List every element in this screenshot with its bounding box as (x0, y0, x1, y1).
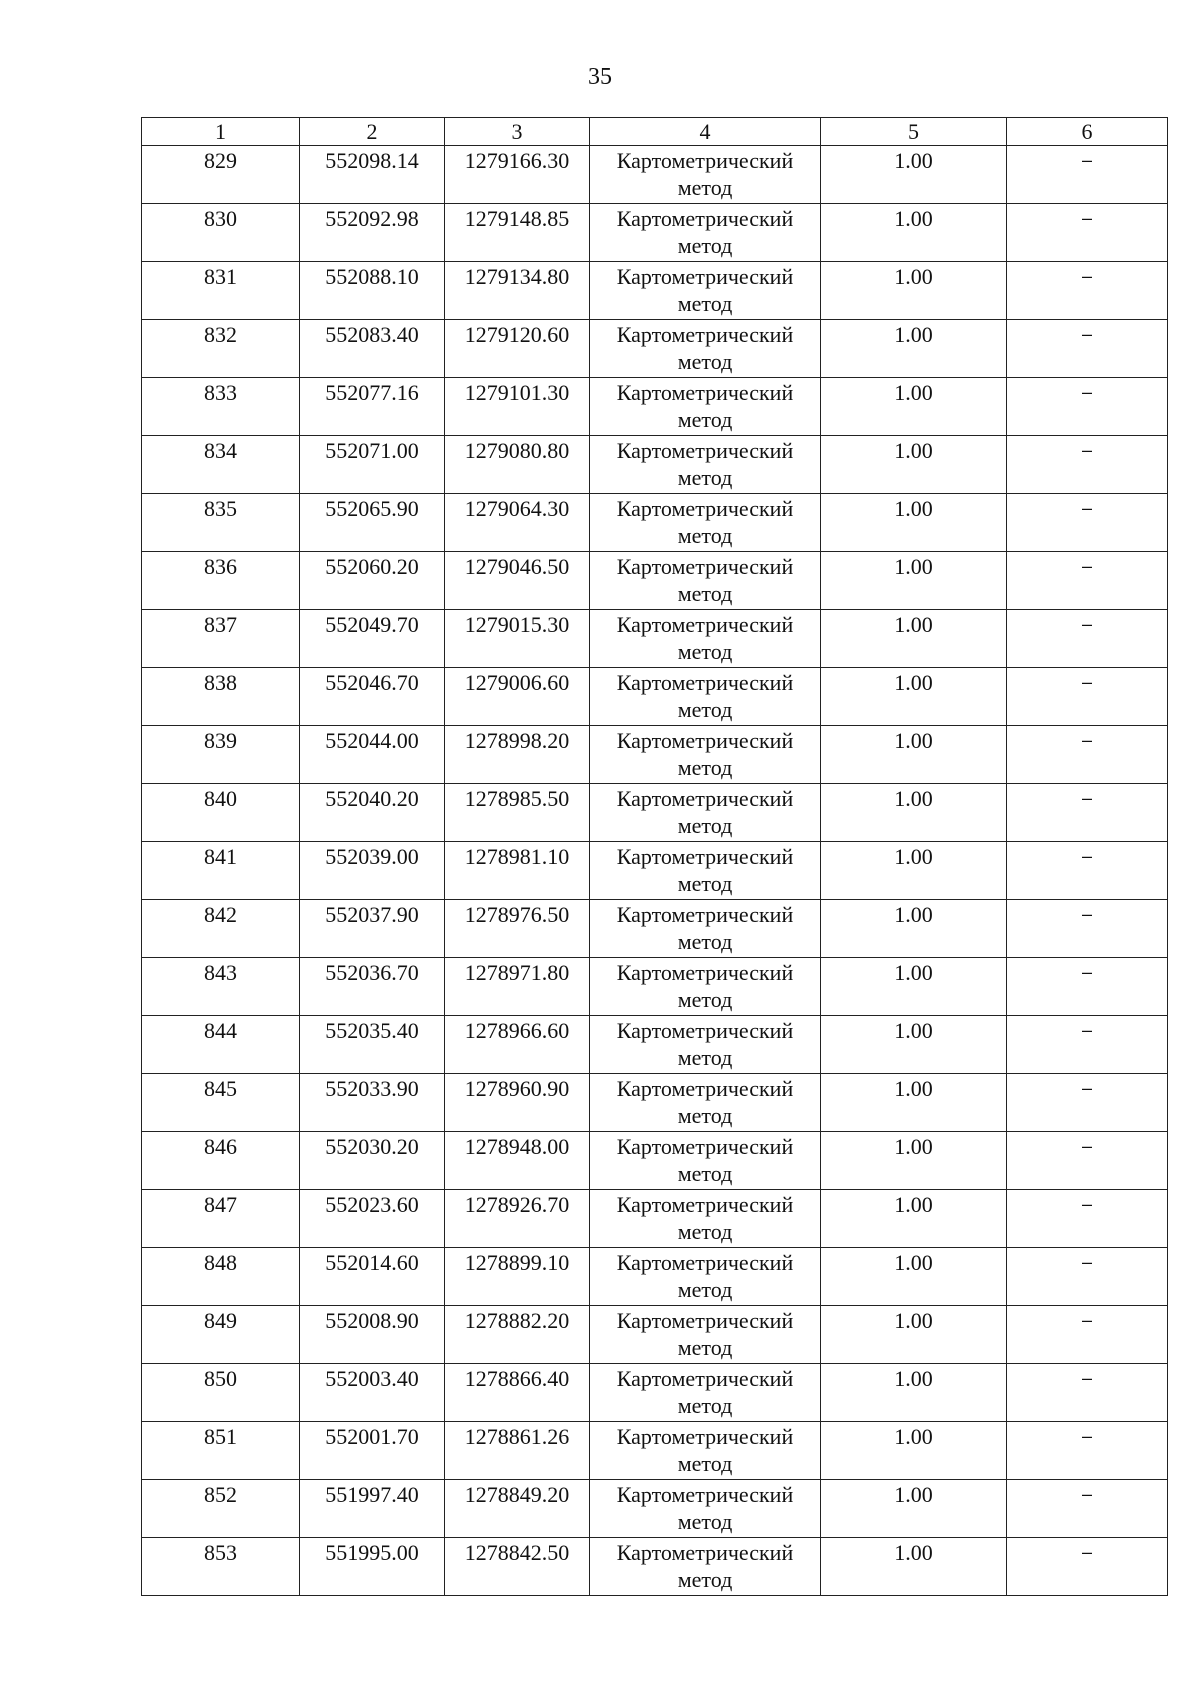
x-coordinate-cell: 552088.10 (300, 262, 445, 320)
y-coordinate-cell: 1279015.30 (445, 610, 590, 668)
note-cell: – (1007, 1422, 1168, 1480)
method-cell: Картометрический метод (590, 262, 821, 320)
table-row (142, 668, 1168, 726)
precision-cell: 1.00 (821, 610, 1007, 668)
point-number-cell: 829 (142, 146, 300, 204)
y-coordinate-cell: 1278849.20 (445, 1480, 590, 1538)
precision-cell: 1.00 (821, 726, 1007, 784)
method-cell: Картометрический метод (590, 726, 821, 784)
point-number-cell: 845 (142, 1074, 300, 1132)
method-cell: Картометрический метод (590, 320, 821, 378)
method-cell: Картометрический метод (590, 436, 821, 494)
point-number-cell: 837 (142, 610, 300, 668)
y-coordinate-cell: 1279006.60 (445, 668, 590, 726)
point-number-cell: 841 (142, 842, 300, 900)
table-row (142, 1364, 1168, 1422)
y-coordinate-cell: 1279101.30 (445, 378, 590, 436)
point-number-cell: 853 (142, 1538, 300, 1596)
column-header-3: 3 (445, 118, 590, 146)
note-cell: – (1007, 320, 1168, 378)
note-cell: – (1007, 1074, 1168, 1132)
coordinates-table (141, 117, 1168, 1596)
note-cell: – (1007, 610, 1168, 668)
precision-cell: 1.00 (821, 494, 1007, 552)
x-coordinate-cell: 552040.20 (300, 784, 445, 842)
note-cell: – (1007, 146, 1168, 204)
note-cell: – (1007, 1016, 1168, 1074)
method-cell: Картометрический метод (590, 1016, 821, 1074)
precision-cell: 1.00 (821, 378, 1007, 436)
y-coordinate-cell: 1278899.10 (445, 1248, 590, 1306)
point-number-cell: 840 (142, 784, 300, 842)
table-row (142, 1306, 1168, 1364)
table-row (142, 1016, 1168, 1074)
method-cell: Картометрический метод (590, 668, 821, 726)
y-coordinate-cell: 1278842.50 (445, 1538, 590, 1596)
precision-cell: 1.00 (821, 1538, 1007, 1596)
y-coordinate-cell: 1278976.50 (445, 900, 590, 958)
x-coordinate-cell: 552003.40 (300, 1364, 445, 1422)
point-number-cell: 843 (142, 958, 300, 1016)
note-cell: – (1007, 436, 1168, 494)
precision-cell: 1.00 (821, 1422, 1007, 1480)
precision-cell: 1.00 (821, 1364, 1007, 1422)
method-cell: Картометрический метод (590, 494, 821, 552)
y-coordinate-cell: 1278926.70 (445, 1190, 590, 1248)
note-cell: – (1007, 494, 1168, 552)
x-coordinate-cell: 552098.14 (300, 146, 445, 204)
point-number-cell: 848 (142, 1248, 300, 1306)
column-header-4: 4 (590, 118, 821, 146)
x-coordinate-cell: 552014.60 (300, 1248, 445, 1306)
column-header-6: 6 (1007, 118, 1168, 146)
method-cell: Картометрический метод (590, 552, 821, 610)
point-number-cell: 850 (142, 1364, 300, 1422)
x-coordinate-cell: 552037.90 (300, 900, 445, 958)
page-number: 35 (588, 64, 612, 90)
note-cell: – (1007, 668, 1168, 726)
precision-cell: 1.00 (821, 204, 1007, 262)
y-coordinate-cell: 1278966.60 (445, 1016, 590, 1074)
note-cell: – (1007, 1364, 1168, 1422)
y-coordinate-cell: 1279148.85 (445, 204, 590, 262)
method-cell: Картометрический метод (590, 1248, 821, 1306)
header-row (142, 118, 1168, 146)
point-number-cell: 830 (142, 204, 300, 262)
note-cell: – (1007, 378, 1168, 436)
y-coordinate-cell: 1278948.00 (445, 1132, 590, 1190)
table-row (142, 1190, 1168, 1248)
table-row (142, 262, 1168, 320)
table-row (142, 842, 1168, 900)
x-coordinate-cell: 552035.40 (300, 1016, 445, 1074)
point-number-cell: 833 (142, 378, 300, 436)
precision-cell: 1.00 (821, 958, 1007, 1016)
x-coordinate-cell: 552030.20 (300, 1132, 445, 1190)
precision-cell: 1.00 (821, 436, 1007, 494)
x-coordinate-cell: 552036.70 (300, 958, 445, 1016)
method-cell: Картометрический метод (590, 842, 821, 900)
table-row (142, 784, 1168, 842)
table-row (142, 1132, 1168, 1190)
note-cell: – (1007, 842, 1168, 900)
x-coordinate-cell: 552044.00 (300, 726, 445, 784)
y-coordinate-cell: 1279046.50 (445, 552, 590, 610)
precision-cell: 1.00 (821, 146, 1007, 204)
point-number-cell: 832 (142, 320, 300, 378)
x-coordinate-cell: 552008.90 (300, 1306, 445, 1364)
table-row (142, 204, 1168, 262)
table-row (142, 436, 1168, 494)
point-number-cell: 836 (142, 552, 300, 610)
point-number-cell: 852 (142, 1480, 300, 1538)
precision-cell: 1.00 (821, 1074, 1007, 1132)
method-cell: Картометрический метод (590, 1480, 821, 1538)
x-coordinate-cell: 552049.70 (300, 610, 445, 668)
method-cell: Картометрический метод (590, 610, 821, 668)
y-coordinate-cell: 1279134.80 (445, 262, 590, 320)
table-row (142, 552, 1168, 610)
column-header-2: 2 (300, 118, 445, 146)
method-cell: Картометрический метод (590, 900, 821, 958)
note-cell: – (1007, 204, 1168, 262)
y-coordinate-cell: 1278998.20 (445, 726, 590, 784)
point-number-cell: 831 (142, 262, 300, 320)
method-cell: Картометрический метод (590, 1132, 821, 1190)
point-number-cell: 849 (142, 1306, 300, 1364)
y-coordinate-cell: 1278981.10 (445, 842, 590, 900)
method-cell: Картометрический метод (590, 204, 821, 262)
precision-cell: 1.00 (821, 668, 1007, 726)
method-cell: Картометрический метод (590, 784, 821, 842)
precision-cell: 1.00 (821, 1480, 1007, 1538)
note-cell: – (1007, 1480, 1168, 1538)
method-cell: Картометрический метод (590, 1538, 821, 1596)
note-cell: – (1007, 1132, 1168, 1190)
table-row (142, 610, 1168, 668)
x-coordinate-cell: 552033.90 (300, 1074, 445, 1132)
precision-cell: 1.00 (821, 842, 1007, 900)
point-number-cell: 835 (142, 494, 300, 552)
point-number-cell: 846 (142, 1132, 300, 1190)
point-number-cell: 839 (142, 726, 300, 784)
x-coordinate-cell: 552046.70 (300, 668, 445, 726)
method-cell: Картометрический метод (590, 1074, 821, 1132)
point-number-cell: 834 (142, 436, 300, 494)
y-coordinate-cell: 1278960.90 (445, 1074, 590, 1132)
point-number-cell: 851 (142, 1422, 300, 1480)
table-row (142, 1248, 1168, 1306)
x-coordinate-cell: 552039.00 (300, 842, 445, 900)
x-coordinate-cell: 552071.00 (300, 436, 445, 494)
table-row (142, 1422, 1168, 1480)
x-coordinate-cell: 552092.98 (300, 204, 445, 262)
point-number-cell: 838 (142, 668, 300, 726)
note-cell: – (1007, 1306, 1168, 1364)
table-row (142, 1074, 1168, 1132)
precision-cell: 1.00 (821, 262, 1007, 320)
table-row (142, 146, 1168, 204)
table-header (142, 118, 1168, 146)
table-row (142, 958, 1168, 1016)
point-number-cell: 844 (142, 1016, 300, 1074)
note-cell: – (1007, 726, 1168, 784)
method-cell: Картометрический метод (590, 146, 821, 204)
table-row (142, 378, 1168, 436)
table-row (142, 320, 1168, 378)
y-coordinate-cell: 1279080.80 (445, 436, 590, 494)
y-coordinate-cell: 1278861.26 (445, 1422, 590, 1480)
x-coordinate-cell: 552001.70 (300, 1422, 445, 1480)
note-cell: – (1007, 784, 1168, 842)
note-cell: – (1007, 1248, 1168, 1306)
precision-cell: 1.00 (821, 900, 1007, 958)
table-body (142, 146, 1168, 1596)
note-cell: – (1007, 262, 1168, 320)
precision-cell: 1.00 (821, 1306, 1007, 1364)
method-cell: Картометрический метод (590, 1364, 821, 1422)
y-coordinate-cell: 1279120.60 (445, 320, 590, 378)
x-coordinate-cell: 552023.60 (300, 1190, 445, 1248)
method-cell: Картометрический метод (590, 378, 821, 436)
y-coordinate-cell: 1278882.20 (445, 1306, 590, 1364)
method-cell: Картометрический метод (590, 958, 821, 1016)
precision-cell: 1.00 (821, 320, 1007, 378)
method-cell: Картометрический метод (590, 1306, 821, 1364)
precision-cell: 1.00 (821, 1248, 1007, 1306)
note-cell: – (1007, 1538, 1168, 1596)
x-coordinate-cell: 552060.20 (300, 552, 445, 610)
table-row (142, 900, 1168, 958)
table-row (142, 494, 1168, 552)
precision-cell: 1.00 (821, 1016, 1007, 1074)
x-coordinate-cell: 551997.40 (300, 1480, 445, 1538)
point-number-cell: 847 (142, 1190, 300, 1248)
note-cell: – (1007, 552, 1168, 610)
x-coordinate-cell: 552065.90 (300, 494, 445, 552)
y-coordinate-cell: 1279064.30 (445, 494, 590, 552)
note-cell: – (1007, 900, 1168, 958)
y-coordinate-cell: 1278866.40 (445, 1364, 590, 1422)
note-cell: – (1007, 1190, 1168, 1248)
table-row (142, 1538, 1168, 1596)
precision-cell: 1.00 (821, 784, 1007, 842)
point-number-cell: 842 (142, 900, 300, 958)
x-coordinate-cell: 552083.40 (300, 320, 445, 378)
precision-cell: 1.00 (821, 552, 1007, 610)
y-coordinate-cell: 1278971.80 (445, 958, 590, 1016)
table-row (142, 726, 1168, 784)
y-coordinate-cell: 1278985.50 (445, 784, 590, 842)
method-cell: Картометрический метод (590, 1190, 821, 1248)
note-cell: – (1007, 958, 1168, 1016)
y-coordinate-cell: 1279166.30 (445, 146, 590, 204)
precision-cell: 1.00 (821, 1190, 1007, 1248)
table-row (142, 1480, 1168, 1538)
column-header-1: 1 (142, 118, 300, 146)
method-cell: Картометрический метод (590, 1422, 821, 1480)
precision-cell: 1.00 (821, 1132, 1007, 1190)
x-coordinate-cell: 552077.16 (300, 378, 445, 436)
x-coordinate-cell: 551995.00 (300, 1538, 445, 1596)
column-header-5: 5 (821, 118, 1007, 146)
